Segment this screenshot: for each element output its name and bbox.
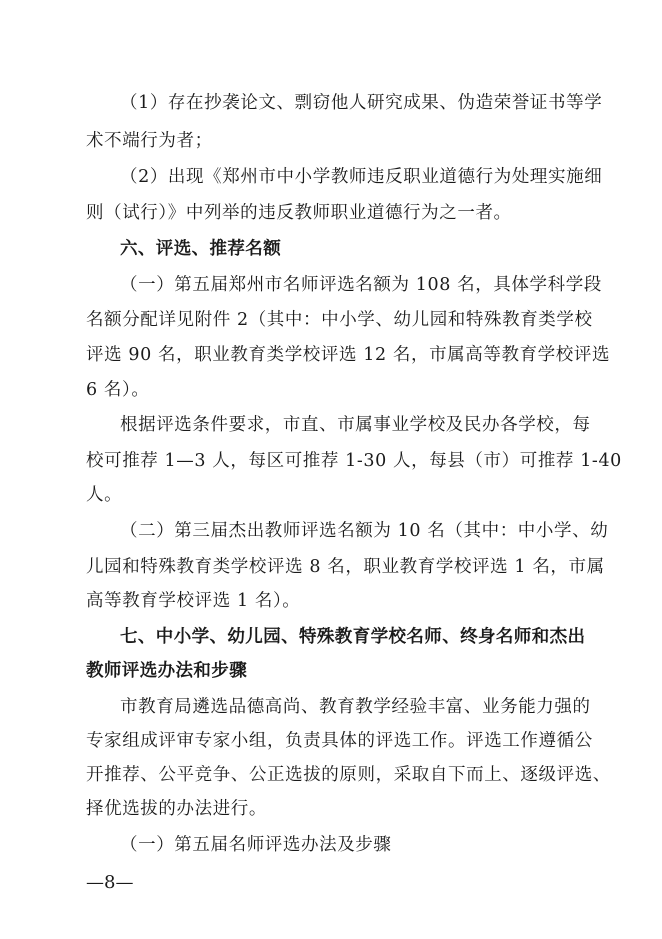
text-line: 人。 bbox=[86, 485, 123, 505]
section-heading: 六、评选、推荐名额 bbox=[120, 239, 282, 259]
page-number: —8— bbox=[86, 872, 134, 893]
text-line: 术不端行为者； bbox=[86, 131, 213, 151]
text-line: 根据评选条件要求，市直、市属事业学校及民办各学校，每 bbox=[120, 415, 591, 435]
text-line: 择优选拔的办法进行。 bbox=[86, 799, 267, 819]
text-line: 校可推荐 1—3 人，每区可推荐 1-30 人，每县（市）可推荐 1-40 bbox=[86, 451, 622, 471]
text-line: （二）第三届杰出教师评选名额为 10 名（其中：中小学、幼 bbox=[120, 521, 609, 541]
text-line: 市教育局遴选品德高尚、教育教学经验丰富、业务能力强的 bbox=[120, 697, 591, 717]
text-line: 评选 90 名，职业教育类学校评选 12 名，市属高等教育学校评选 bbox=[86, 345, 611, 365]
text-line: 儿园和特殊教育类学校评选 8 名，职业教育学校评选 1 名，市属 bbox=[86, 557, 605, 577]
text-line: （一）第五届名师评选办法及步骤 bbox=[120, 835, 392, 855]
text-line: 名额分配详见附件 2（其中：中小学、幼儿园和特殊教育类学校 bbox=[86, 310, 593, 330]
section-heading: 七、中小学、幼儿园、特殊教育学校名师、终身名师和杰出 bbox=[120, 627, 586, 647]
section-heading: 教师评选办法和步骤 bbox=[86, 661, 248, 681]
text-line: 专家组成评审专家小组，负责具体的评选工作。评选工作遵循公 bbox=[86, 731, 593, 751]
text-line: （一）第五届郑州市名师评选名额为 108 名，具体学科学段 bbox=[120, 275, 602, 295]
text-line: 开推荐、公平竞争、公正选拔的原则，采取自下而上、逐级评选、 bbox=[86, 765, 611, 785]
text-line: 6 名）。 bbox=[86, 380, 150, 400]
text-line: 则（试行）》中列举的违反教师职业道德行为之一者。 bbox=[86, 203, 512, 223]
text-line: （2）出现《郑州市中小学教师违反职业道德行为处理实施细 bbox=[120, 167, 603, 187]
text-line: （1）存在抄袭论文、剽窃他人研究成果、伪造荣誉证书等学 bbox=[120, 93, 603, 113]
text-line: 高等教育学校评选 1 名）。 bbox=[86, 591, 301, 611]
